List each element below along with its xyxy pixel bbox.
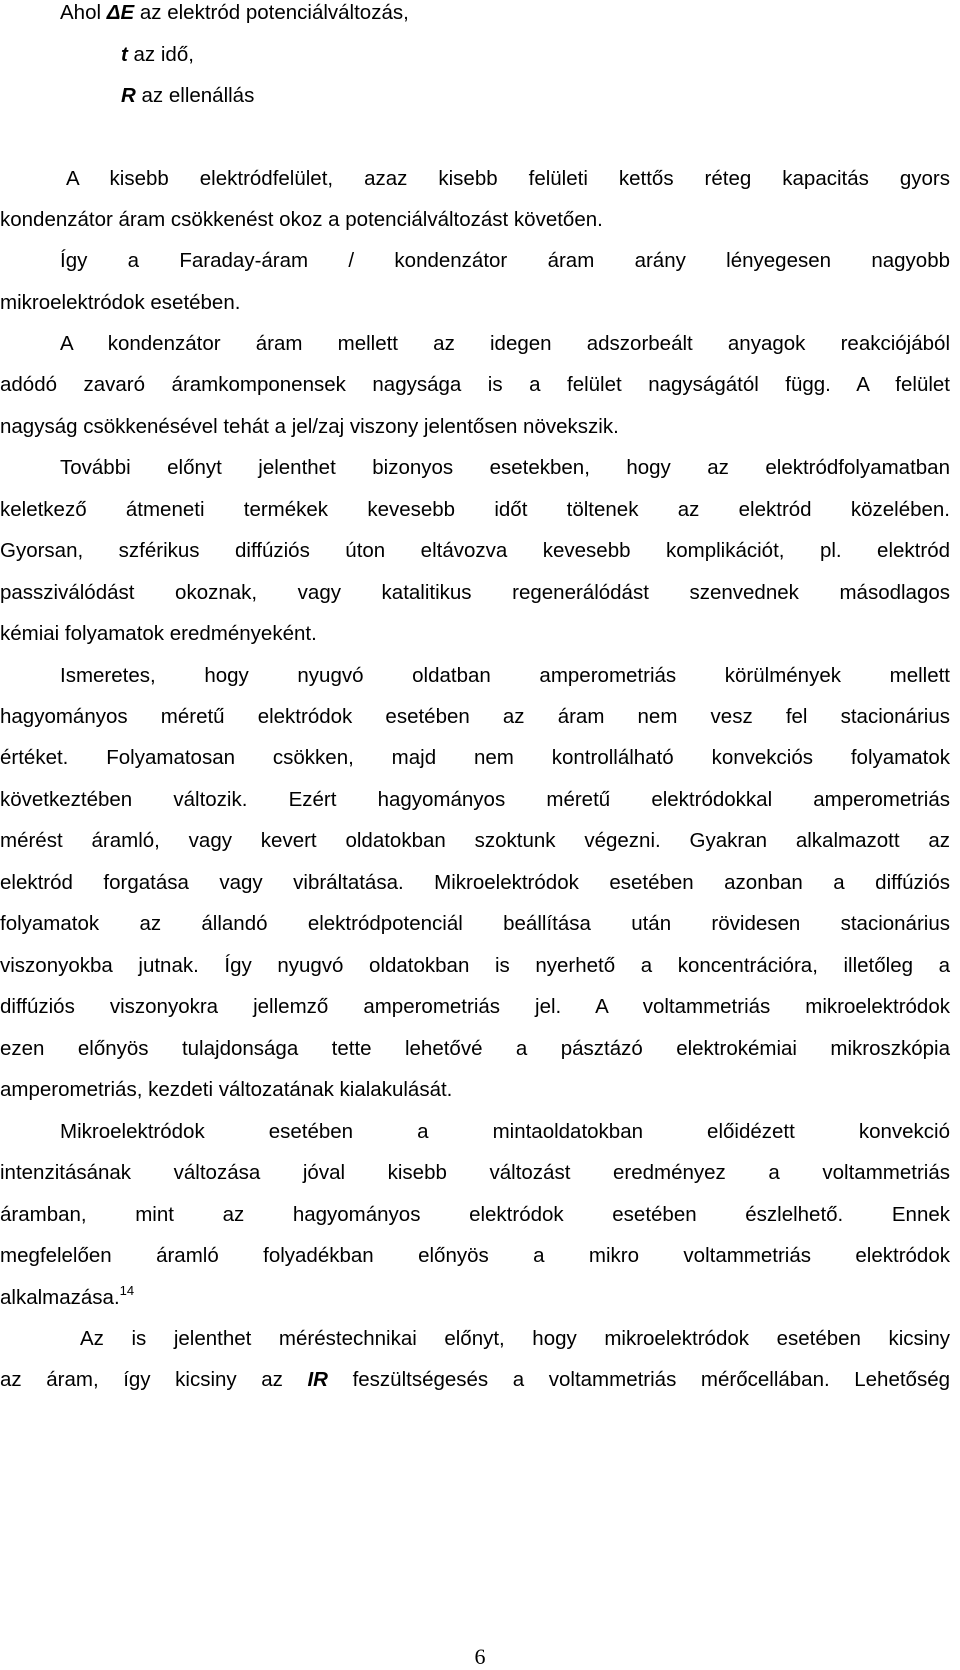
- t-symbol: t: [121, 43, 128, 66]
- body-text: alkalmazása.: [0, 1286, 120, 1309]
- body-line-with-symbol: [0, 1367, 950, 1393]
- r-text: az ellenállás: [141, 84, 255, 107]
- body-line: Így a Faraday-áram / kondenzátor áram arány lényegesen nagyobb: [60, 249, 950, 272]
- body-line: megfelelően áramló folyadékban előnyös a mikro voltammetriás elektródok: [0, 1244, 950, 1267]
- delta-e-text: az elektród potenciálváltozás,: [139, 1, 409, 24]
- ir-symbol: IR: [307, 1368, 328, 1391]
- body-line: elektród forgatása vagy vibráltatása. Mikroelektródok esetében azonban a diffúziós: [0, 871, 950, 894]
- body-line: passziválódást okoznak, vagy katalitikus regenerálódást szenvednek másodlagos: [0, 581, 950, 604]
- r-symbol: R: [121, 84, 136, 107]
- body-line-with-footnote: [0, 1285, 960, 1311]
- body-line: diffúziós viszonyokra jellemző amperometriás jel. A voltammetriás mikroelektródok: [0, 995, 950, 1018]
- definition-r: [121, 83, 960, 109]
- body-line: Ismeretes, hogy nyugvó oldatban amperometriás körülmények mellett: [60, 664, 950, 687]
- body-line: mérést áramló, vagy kevert oldatokban szoktunk végezni. Gyakran alkalmazott az: [0, 829, 950, 852]
- body-line: értéket. Folyamatosan csökken, majd nem kontrollálható konvekciós folyamatok: [0, 746, 950, 769]
- body-line: kémiai folyamatok eredményeként.: [0, 622, 317, 645]
- body-line: Gyorsan, szférikus diffúziós úton eltávozva kevesebb komplikációt, pl. elektród: [0, 539, 950, 562]
- delta-e-symbol: ΔE: [106, 1, 135, 24]
- t-text: az idő,: [133, 43, 194, 66]
- definition-t: [121, 42, 960, 68]
- page-number: 6: [474, 1644, 486, 1669]
- body-line: keletkező átmeneti termékek kevesebb időt töltenek az elektród közelében.: [0, 498, 950, 521]
- definition-intro: Ahol: [60, 1, 102, 24]
- body-line: folyamatok az állandó elektródpotenciál beállítása után rövidesen stacionárius: [0, 912, 950, 935]
- body-line: A kisebb elektródfelület, azaz kisebb felületi kettős réteg kapacitás gyors: [66, 167, 950, 190]
- body-line: áramban, mint az hagyományos elektródok esetében észlelhető. Ennek: [0, 1203, 950, 1226]
- body-line: A kondenzátor áram mellett az idegen adszorbeált anyagok reakciójából: [60, 332, 950, 355]
- body-line: nagyság csökkenésével tehát a jel/zaj viszony jelentősen növekszik.: [0, 415, 619, 438]
- body-line: adódó zavaró áramkomponensek nagysága is a felület nagyságától függ. A felület: [0, 373, 950, 396]
- body-line: Az is jelenthet méréstechnikai előnyt, hogy mikroelektródok esetében kicsiny: [80, 1327, 950, 1350]
- body-line: amperometriás, kezdeti változatának kialakulását.: [0, 1078, 453, 1101]
- definition-delta-e: [60, 0, 960, 26]
- body-line: hagyományos méretű elektródok esetében az áram nem vesz fel stacionárius: [0, 705, 950, 728]
- body-line: következtében változik. Ezért hagyományos méretű elektródokkal amperometriás: [0, 788, 950, 811]
- body-line: kondenzátor áram csökkenést okoz a potenciálváltozást követően.: [0, 208, 603, 231]
- body-line: További előnyt jelenthet bizonyos esetekben, hogy az elektródfolyamatban: [60, 456, 950, 479]
- body-line: Mikroelektródok esetében a mintaoldatokban előidézett konvekció: [60, 1120, 950, 1143]
- body-text: az áram, így kicsiny az: [0, 1368, 283, 1391]
- body-line: viszonyokba jutnak. Így nyugvó oldatokban is nyerhető a koncentrációra, illetőleg a: [0, 954, 950, 977]
- body-text: feszültségesés a voltammetriás mérőcellában. Lehetőség: [352, 1368, 951, 1391]
- footnote-reference: 14: [119, 1283, 135, 1298]
- body-line: ezen előnyös tulajdonsága tette lehetővé a pásztázó elektrokémiai mikroszkópia: [0, 1037, 950, 1060]
- body-line: mikroelektródok esetében.: [0, 291, 241, 314]
- body-line: intenzitásának változása jóval kisebb változást eredményez a voltammetriás: [0, 1161, 950, 1184]
